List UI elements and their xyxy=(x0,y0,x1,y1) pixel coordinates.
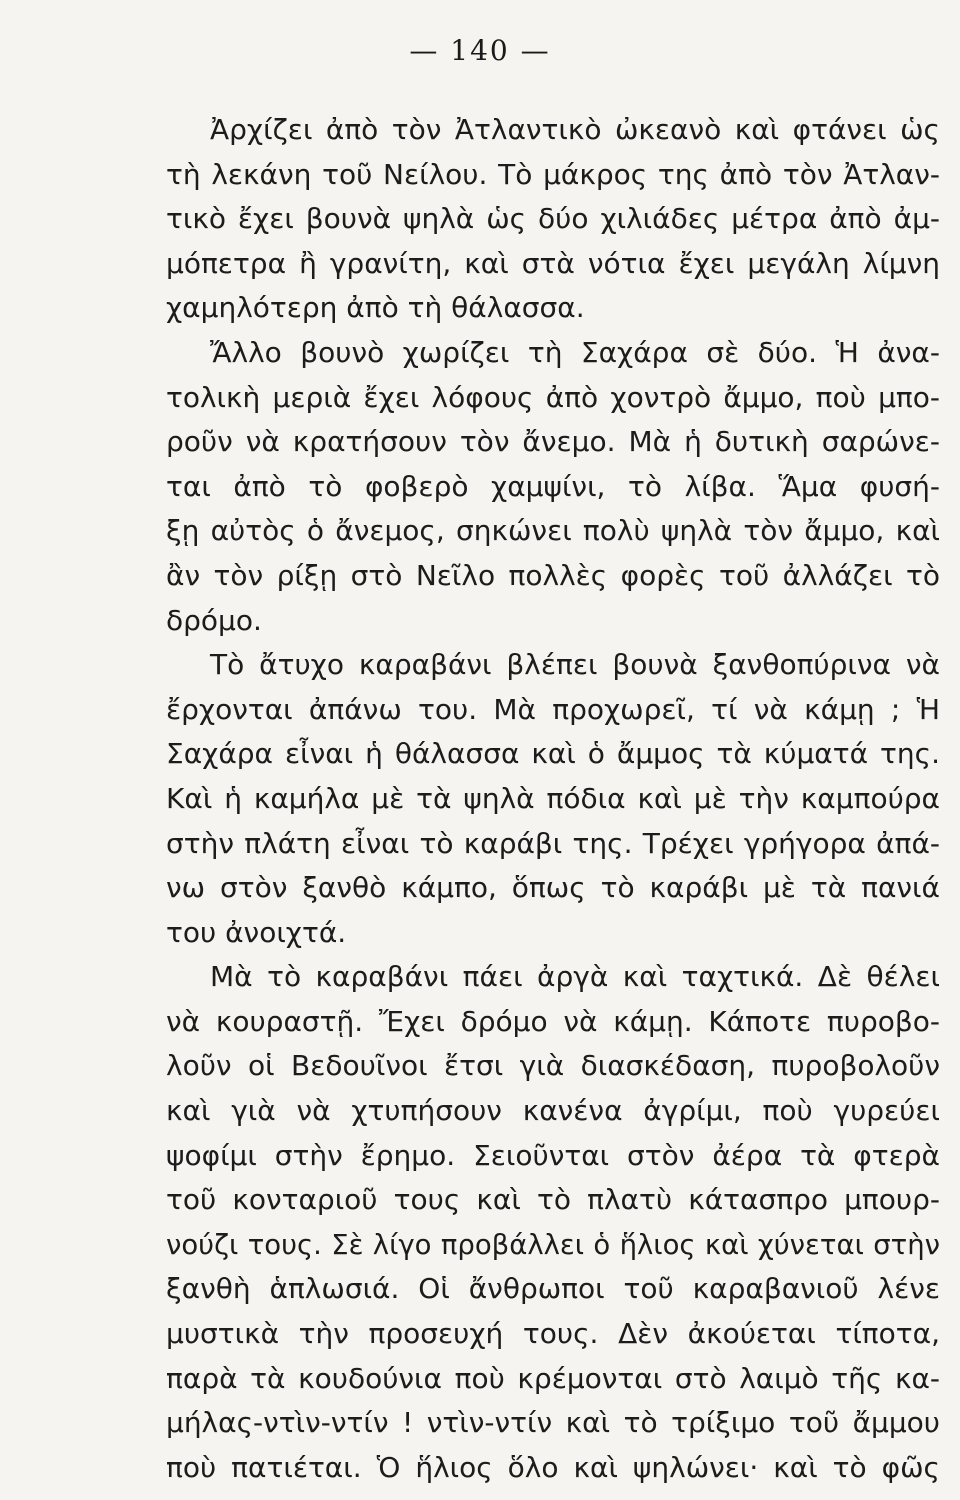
text-line: ποὺ πατιέται. Ὁ ἥλιος ὅλο καὶ ψηλώνει· καὶ τὸ φῶς xyxy=(166,1450,940,1484)
text-line: χαμηλότερη ἀπὸ τὴ θάλασσα. xyxy=(166,291,585,325)
text-line: Ἄλλο βουνὸ χωρίζει τὴ Σαχάρα σὲ δύο. Ἡ ἀνα- xyxy=(210,335,940,369)
text-line: νω στὸν ξανθὸ κάμπο, ὅπως τὸ καράβι μὲ τὰ πανιά xyxy=(166,871,940,905)
body-text xyxy=(166,108,940,1490)
text-line: ξῃ αὐτὸς ὁ ἄνεμος, σηκώνει πολὺ ψηλὰ τὸν ἄμμο, καὶ xyxy=(166,514,940,548)
text-line: ἂν τὸν ρίξῃ στὸ Νεῖλο πολλὲς φορὲς τοῦ ἀλλάζει τὸ xyxy=(166,558,940,592)
text-line: καὶ γιὰ νὰ χτυπήσουν κανένα ἀγρίμι, ποὺ γυρεύει xyxy=(166,1094,940,1128)
text-line: μυστικὰ τὴν προσευχή τους. Δὲν ἀκούεται τίποτα, xyxy=(166,1317,940,1351)
text-line: Μὰ τὸ καραβάνι πάει ἀργὰ καὶ ταχτικά. Δὲ θέλει xyxy=(210,960,940,994)
text-line: Ἀρχίζει ἀπὸ τὸν Ἀτλαντικὸ ὠκεανὸ καὶ φτάνει ὡς xyxy=(210,113,940,146)
text-line: νὰ κουραστῇ. Ἔχει δρόμο νὰ κάμῃ. Κάποτε πυροβο- xyxy=(166,1004,940,1038)
text-line: μήλας-ντὶν-ντίν ! ντὶν-ντίν καὶ τὸ τρίξιμο τοῦ ἄμμου xyxy=(166,1406,940,1440)
text-line: μόπετρα ἢ γρανίτη, καὶ στὰ νότια ἔχει μεγάλη λίμνη xyxy=(166,246,940,280)
text-line: ξανθὴ ἁπλωσιά. Οἱ ἄνθρωποι τοῦ καραβανιοῦ λένε xyxy=(166,1272,940,1306)
text-line: Τὸ ἄτυχο καραβάνι βλέπει βουνὰ ξανθοπύρινα νὰ xyxy=(210,648,940,682)
text-line: νούζι τους. Σὲ λίγο προβάλλει ὁ ἥλιος καὶ χύνεται στὴν xyxy=(166,1228,940,1261)
text-line: λοῦν οἱ Βεδουῖνοι ἔτσι γιὰ διασκέδαση, πυροβολοῦν xyxy=(166,1049,940,1083)
text-line: τὴ λεκάνη τοῦ Νείλου. Τὸ μάκρος της ἀπὸ τὸν Ἀτλαν- xyxy=(166,157,940,191)
text-line: ἔρχονται ἀπάνω του. Μὰ προχωρεῖ, τί νὰ κάμῃ ; Ἡ xyxy=(166,692,940,726)
text-line: Καὶ ἡ καμήλα μὲ τὰ ψηλὰ πόδια καὶ μὲ τὴν καμπούρα xyxy=(166,781,940,815)
text-line: ροῦν νὰ κρατήσουν τὸν ἄνεμο. Μὰ ἡ δυτικὴ σαρώνε- xyxy=(166,425,940,459)
text-line: Σαχάρα εἶναι ἡ θάλασσα καὶ ὁ ἄμμος τὰ κύματά της. xyxy=(166,737,940,771)
text-line: ται ἀπὸ τὸ φοβερὸ χαμψίνι, τὸ λίβα. Ἅμα φυσή- xyxy=(166,469,940,503)
text-line: ψοφίμι στὴν ἔρημο. Σειοῦνται στὸν ἀέρα τὰ φτερὰ xyxy=(166,1138,940,1172)
text-line: τολικὴ μεριὰ ἔχει λόφους ἀπὸ χοντρὸ ἄμμο, ποὺ μπο- xyxy=(166,380,940,414)
text-line: δρόμο. xyxy=(166,603,262,637)
text-line: παρὰ τὰ κουδούνια ποὺ κρέμονται στὸ λαιμὸ τῆς κα- xyxy=(166,1361,940,1395)
text-line: τοῦ κονταριοῦ τους καὶ τὸ πλατὺ κάτασπρο μπουρ- xyxy=(166,1183,940,1217)
text-line: τικὸ ἔχει βουνὰ ψηλὰ ὡς δύο χιλιάδες μέτρα ἀπὸ ἀμ- xyxy=(166,202,940,236)
text-line: στὴν πλάτη εἶναι τὸ καράβι της. Τρέχει γρήγορα ἀπά- xyxy=(166,826,940,860)
text-line: του ἀνοιχτά. xyxy=(166,915,347,949)
page-number: — 140 — xyxy=(409,34,551,67)
